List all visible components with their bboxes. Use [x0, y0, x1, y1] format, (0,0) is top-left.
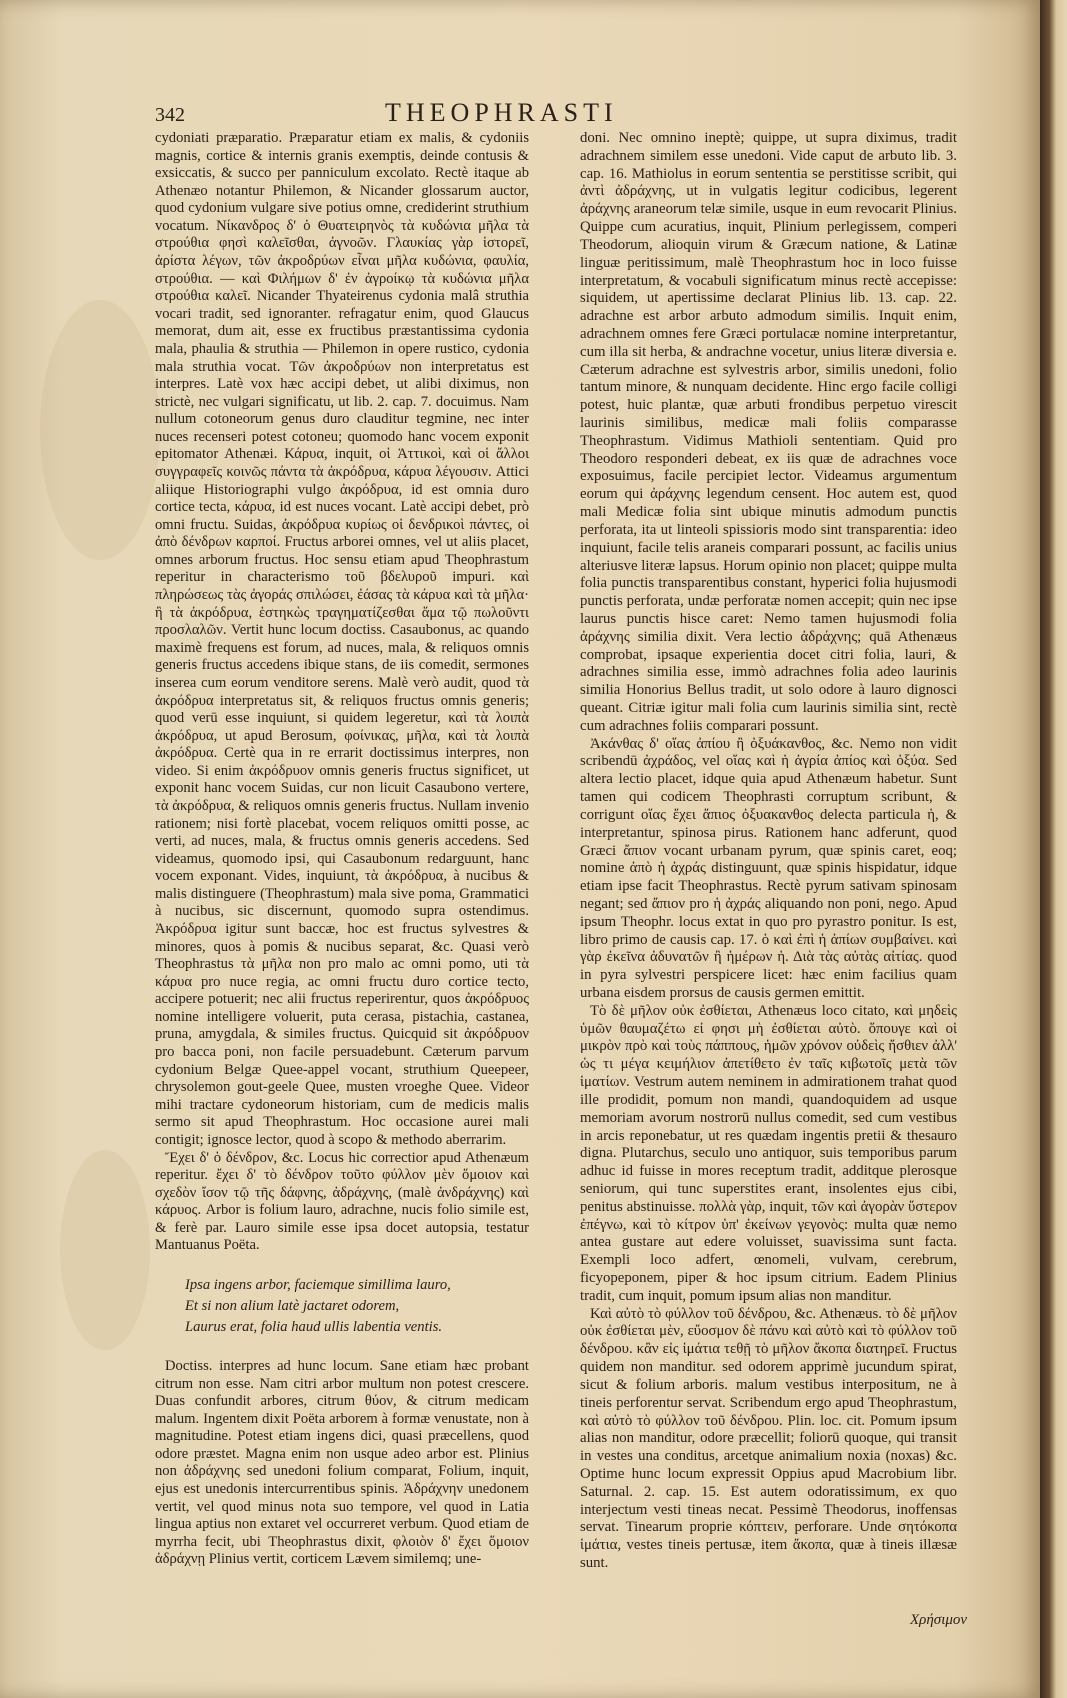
paragraph: Καὶ αὐτὸ τὸ φύλλον τοῦ δένδρου, &c. Athenæus. τὸ δὲ μῆλον οὐκ ἐσθίεται μὲν, εὔοσμον δὲ πάνυ καὶ αὐτὸ καὶ τὸ φύλλον τοῦ δένδρου. κἂν εἰς ἱμάτια τεθῇ τὸ μῆλον ἄκοπα διατηρεῖ. Fructus quidem non manditur. sed odorem apprimè jucundum spirat, sicut & folium arboris. malum vestibus interpositum, ne à tineis perforentur servat. Scribendum ergo apud Theophrastum, καὶ αὐτὸ τὸ φύλλον τοῦ δένδρου. Plin. loc. cit. Pomum ipsum alias non manditur, odore præcellit; foliorū quoque, qui transit in vestes una conditus, arcetque animalium noxia (noxas) &c. Optime hunc locum expressit Oppius apud Macrobium libr. Saturnal. 2. cap. 15. Est autem odoratissimum, ex quo interjectum vesti tineas necat. Pessimè Theodorus, inoffensas servat. Tinearum proprie κόπτειν, perforare. Unde σητόκοπα ἱμάτια, vestes tineis pertusæ, item ἄκοπα, quæ à tineis illæsæ sunt.	[580, 1305, 957, 1571]
page-number: 342	[155, 104, 185, 126]
catchword: Χρήσιμον	[910, 1612, 968, 1628]
page-header	[155, 96, 690, 126]
right-column	[580, 130, 957, 1573]
paper-stain	[60, 1150, 150, 1350]
running-title: THEOPHRASTI	[385, 98, 618, 127]
paragraph: Doctiss. interpres ad hunc locum. Sane etiam hæc probant citrum non esse. Nam citri arbor multum non potest crescere. Duas confundit arbores, citrum θύον, & citrum medicam malum. Ingentem dixit Poëta arborem à formæ venustate, non à magnitudine. Potest etiam ingens dici, quasi præcellens, quod odore præstet. Magna enim non usque adeo arbor est. Plinius non ἀδράχνης sed unedoni folium comparat, Folium, inquit, ejus est unedonis intercurrentibus spinis. Ἀδράχνην unedonem vertit, vel quod minus nota suo tempore, vel quod in Latia lingua aptius non extaret vel occurreret verbum. Quod etiam de myrrha fecit, ubi Theophrastus dixit, φλοιὸν δ' ἔχει ὅμοιον ἀδράχνῃ Plinius vertit, corticem Lævem similemq; une-	[155, 1358, 529, 1568]
paragraph: doni. Nec omnino ineptè; quippe, ut supra diximus, tradit adrachnem similem esse unedoni. Vide caput de arbuto lib. 3. cap. 16. Mathiolus in eorum sententia se perstitisse scribit, qui ἀντὶ ἀδράχνης, ut in vulgatis legitur codicibus, legerent ἀράχνης araneorum telæ simile, usque in eum revocarit Plinius. Quippe cum acuratius, inquit, Plinium perlegissem, comperi Theodorum, alioquin virum & Græcum natione, & Latinæ linguæ peritissimum, malè Theophrastum hoc in loco fuisse interpretatum, & vocabuli significatum minus rectè accepisse: siquidem, ut apertissime declarat Plinius lib. 13. cap. 22. adrachne est arbor arbuto admodum similis. Inquit enim, adrachnem omnes fere Græci portulacæ nomine interpretantur, cum illa sit herba, & andrachne vocetur, unius literæ diversia e. Cæterum adrachne est sylvestris arbor, similis unedoni, folio tantum minore, & nunquam decidente. Hinc ergo facile colligi potest, huic plantæ, quæ arbuti frondibus perpetuo virescit laurinis similibus, medicæ mali foliis comparasse Theophrastum. Vidimus Mathioli sententiam. Quid pro Theodoro responderi debeat, ex iis quæ de adrachnes voce exposuimus, facile percipiet lector. Videamus argumentum eorum qui ἀράχνης legendum censent. Hoc autem est, quod mali Medicæ folia sint ubique minutis admodum punctis perforata, ita ut linteoli spissioris modo sint transparentia: ideo inquiunt, facile telis araneis comparari possunt, ac facilis unius alteriusve literæ lapsus. Horum opinio non placet; quippe multa folia punctis transparentibus constant, hyperici folia hujusmodi punctis perforata, undæ perforatæ nomen accepit; quin nec ipse laurus punctis hisce caret: Nemo tamen hujusmodi folia ἀράχνης similia dixit. Vera lectio ἀδράχνης; quā Athenæus comprobat, ipsaque experientia docet citri folia, lauri, & adrachnes similia esse, immò adrachnes folia adeo laurinis similia Honorius Bellus tradit, ut solo odore à lauro dignosci queant. Citriæ igitur mali folia cum laurinis similia sint, rectè cum adrachnes foliis comparari possunt.	[580, 130, 957, 734]
paragraph: Ἀκάνθας δ' οἵας ἀπίου ἢ ὀξυάκανθος, &c. Nemo non vidit scribendū ἀχράδος, vel οἵας καὶ ἡ ἀγρία ἀπίος καὶ ὀξύα. Sed altera lectio placet, idque quia apud Athenæum habetur. Sunt tamen qui codicem Theophrasti corruptum scribunt, & corrigunt οἵας ἔχει ἄπιος ὀξυακανθος delecta particula ἡ, & interpretantur, spinosa pirus. Rationem hanc adferunt, quod Græci ἄπιον vocant urbanam pyrum, quæ spinis caret, eoq; nomine ἀπὸ ἡ ἀχράς distinguunt, quæ spinis hispidatur, idque etiam ipse facit Theophrastus. Rectè pyrum sativam spinosam negant; sed ἄπιον pro ἡ ἀχράς aliquando non poni, nego. Apud ipsum Theophr. locus extat in quo pro pyrastro ponitur. Is est, libro primo de causis cap. 17. ὁ καὶ ἐπὶ ἡ ἀπίων συμβαίνει. καὶ γὰρ ἐκεῖνα ἀδυνατῶν ἢ ἡμέρων ἡ. Διὰ τὰς αὐτὰς αἰτίας. quod in pyra sylvestri perspicere licet: hæc enim facilius quam urbana eisdem prorsus de causis germen emittit.	[580, 735, 957, 1001]
paper-stain	[40, 300, 160, 560]
verse-line: Laurus erat, folia haud ullis labentia ventis.	[185, 1319, 443, 1335]
paragraph: cydoniati præparatio. Præparatur etiam ex malis, & cydoniis magnis, cortice & internis granis exemptis, deinde contusis & exsiccatis, & succo per panniculum excolato. Rectè itaque ab Athenæo notantur Philemon, & Nicander glossarum auctor, quod cydonium vulgare sive potius omne, crediderint struthium vocatum. Νίκανδρος δ' ὁ Θυατειρηνὸς τὰ κυδώνια μῆλα τὰ στρούθια φησὶ καλεῖσθαι, ἀγνοῶν. Γλαυκίας γὰρ ἱστορεῖ, ἀρίστα λέγων, τῶν ἀκροδρύων εἶναι μῆλα κυδώνια, φαυλία, στρούθια. — καὶ Φιλήμων δ' ἐν ἀγροίκῳ τὰ κυδώνια μῆλα στρούθια καλεῖ. Nicander Thyateirenus cydonia malâ struthia vocari tradit, sed ignoranter. refragatur enim, quod Glaucus memorat, dum ait, esse ex fructibus præstantissima cydonia mala, phaulia & struthia — Philemon in opere rustico, cydonia mala struthia vocat. Τῶν ἀκροδρύων non interpretatus est interpres. Latè vox hæc accipi debet, ut alibi diximus, non strictè, nec vulgari significatu, ut lib. 2. cap. 7. docuimus. Nam nullum cotoneorum genus duro clauditur tegmine, nec inter nuces recenseri potest cotoneu; quomodo hanc vocem exponit epitomator Athenæi. Κάρυα, inquit, οἱ Ἀττικοὶ, καὶ οἱ ἄλλοι συγγραφεῖς κοινῶς πάντα τὰ ἀκρόδρυα, κάρυα λέγουσιν. Attici aliique Historiographi vulgo ἀκρόδρυα, id est omnia duro cortice tecta, κάρυα, id est nuces vocant. Latè accipi debet, prò omni fructu. Suidas, ἀκρόδρυα κυρίως οἱ δενδρικοὶ πάντες, οἱ ἀπὸ δένδρων καρποί. Fructus arborei omnes, vel ut aliis placet, omnes arborum fructus. Hoc sensu etiam apud Theophrastum reperitur in characterismo τοῦ βδελυροῦ impuri. καὶ πληρώσεως τὰς ἀγοράς σπιλώσει, ἐάσας τὰ κάρυα καὶ τὰ μῆλα· ἢ τὰ ἀκρόδρυα, ἑστηκὼς τραγηματίζεσθαι ἅμα τῷ πωλοῦντι προσλαλῶν. Vertit hunc locum doctiss. Casaubonus, ac quando maximè frequens est forum, ad nuces, mala, & reliquos omnis generis fructus accedens ibique stans, de iis comedit, sermones inserea cum eorum venditore serens. Malè verò audit, quod τὰ ἀκρόδρυα interpretatus sit, & reliquos fructus omnis generis; quod verū esse inquiunt, si quidem legeretur, καὶ τὰ λοιπὰ ἀκρόδρυα, ut apud Berosum, φοίνικας, μῆλα, καὶ τὰ λοιπὰ ἀκρόδρυα. Certè qua in re errarit doctissimus interpres, non video. Si enim ἀκρόδρυον omnis generis fructus significet, ut exponit hanc vocem Suidas, cur non licuit Casaubono vertere, τὰ ἀκρόδρυα, & reliquos omnis generis fructus. Nullam invenio rationem; nisi fortè placebat, vocem reliquos omitti posse, ac verti, ad nuces, mala, & fructus omnis generis accedens. Sed videamus, quomodo ipsi, qui Casaubonum redarguunt, hanc vocem exponant. Vides, inquiunt, τὰ ἀκρόδρυα, à nucibus & malis distinguere (Theophrastum) mala sive poma, Grammatici à nucibus, sic discernunt, quomodo supra ostendimus. Ἀκρόδρυα igitur sunt baccæ, hoc est fructus sylvestres & minores, quos à pomis & nucibus separat, &c. Quasi verò Theophrastus τὰ μῆλα non pro malo ac omni pomo, uti τὰ κάρυα pro nuce regia, ac omni fructu duro cortice tecto, accipere potuerit; nec alii fructus reperirentur, quos ἀκρόδρυος nomine intelligere voluerit, puta cerasa, pistachia, castanea, pruna, amygdala, & similes fructus. Quicquid sit ἀκρόδρυον pro bacca poni, non facile persuadebunt. Cæterum parvum cydonium Belgæ Quee-appel vocant, struthium Queepeer, chrysolemon gout-geele Quee, musten vroeghe Quee. Videor mihi tractare cydoneorum historiam, cum de medicis malis sermo sit apud Theophrastum. Hoc occasione aurei mali contigit; ignosce lector, quod à scopo & methodo aberrarim.	[155, 130, 529, 1148]
paragraph: Τὸ δὲ μῆλον οὐκ ἐσθίεται, Athenæus loco citato, καὶ μηδεὶς ὑμῶν θαυμαζέτω εἰ φησι μὴ ἐσθίεται αὐτὸ. ὅπουγε καὶ οἱ μικρὸν πρὸ καὶ τοὺς πάππους, ἡμῶν χρόνον οὐδεὶς ἤσθιεν ἀλλ' ὡς τι μέγα κειμήλιον ἀπετίθετο ἐν ταῖς κιβωτοῖς μετὰ τῶν ἱματίων. Vestrum autem neminem in admirationem trahat quod ille prodidit, pomum non mandi, quandoquidem ad usque memoriam avorum nostrorū nullus comedit, sed cum vestibus in arcis reponebatur, ut res quædam ingentis pretii & thesauro digna. Plutarchus, seculo uno antiquor, suis temporibus parum adhuc id fuisse in mores receptum tradit, additque plerosque seniorum, qui tunc superstites erant, insolentes ejus cibi, penitus abstinuisse. πολλὰ γὰρ, inquit, τῶν καὶ ἀγορὰν ὕστερον ἐπέγνω, καὶ τὸ κίτρον ὑπ' ἐκείνων γεγονὸς: multa quæ nemo antea gustare aut edere voluisset, suavissima sunt facta. Exempli loco adfert, œnomeli, vulvam, cerebrum, ficyopeponem, piper & hoc ipsum citrium. Eadem Plinius tradit, cum inquit, pomum ipsum alias non manditur.	[580, 1002, 957, 1304]
left-column	[155, 130, 529, 1569]
paragraph: Ἔχει δ' ὁ δένδρον, &c. Locus hic correctior apud Athenæum reperitur. ἔχει δ' τὸ δένδρον τοῦτο φύλλον μὲν ὅμοιον καὶ σχεδὸν ἴσον τῷ τῆς δάφνης, ἀδράχνης, (malè ἀνδράχνης) καὶ κάρυος. Arbor is folium lauro, adrachne, nucis folio simile est, & ferè par. Lauro simile esse ipsa docet autopsia, testatur Mantuanus Poëta.	[155, 1149, 529, 1254]
verse-quotation	[185, 1275, 529, 1338]
book-gutter	[1040, 0, 1067, 1698]
verse-line: Ipsa ingens arbor, faciemque simillima lauro,	[185, 1277, 451, 1293]
verse-line: Et si non alium latè jactaret odorem,	[185, 1298, 400, 1314]
